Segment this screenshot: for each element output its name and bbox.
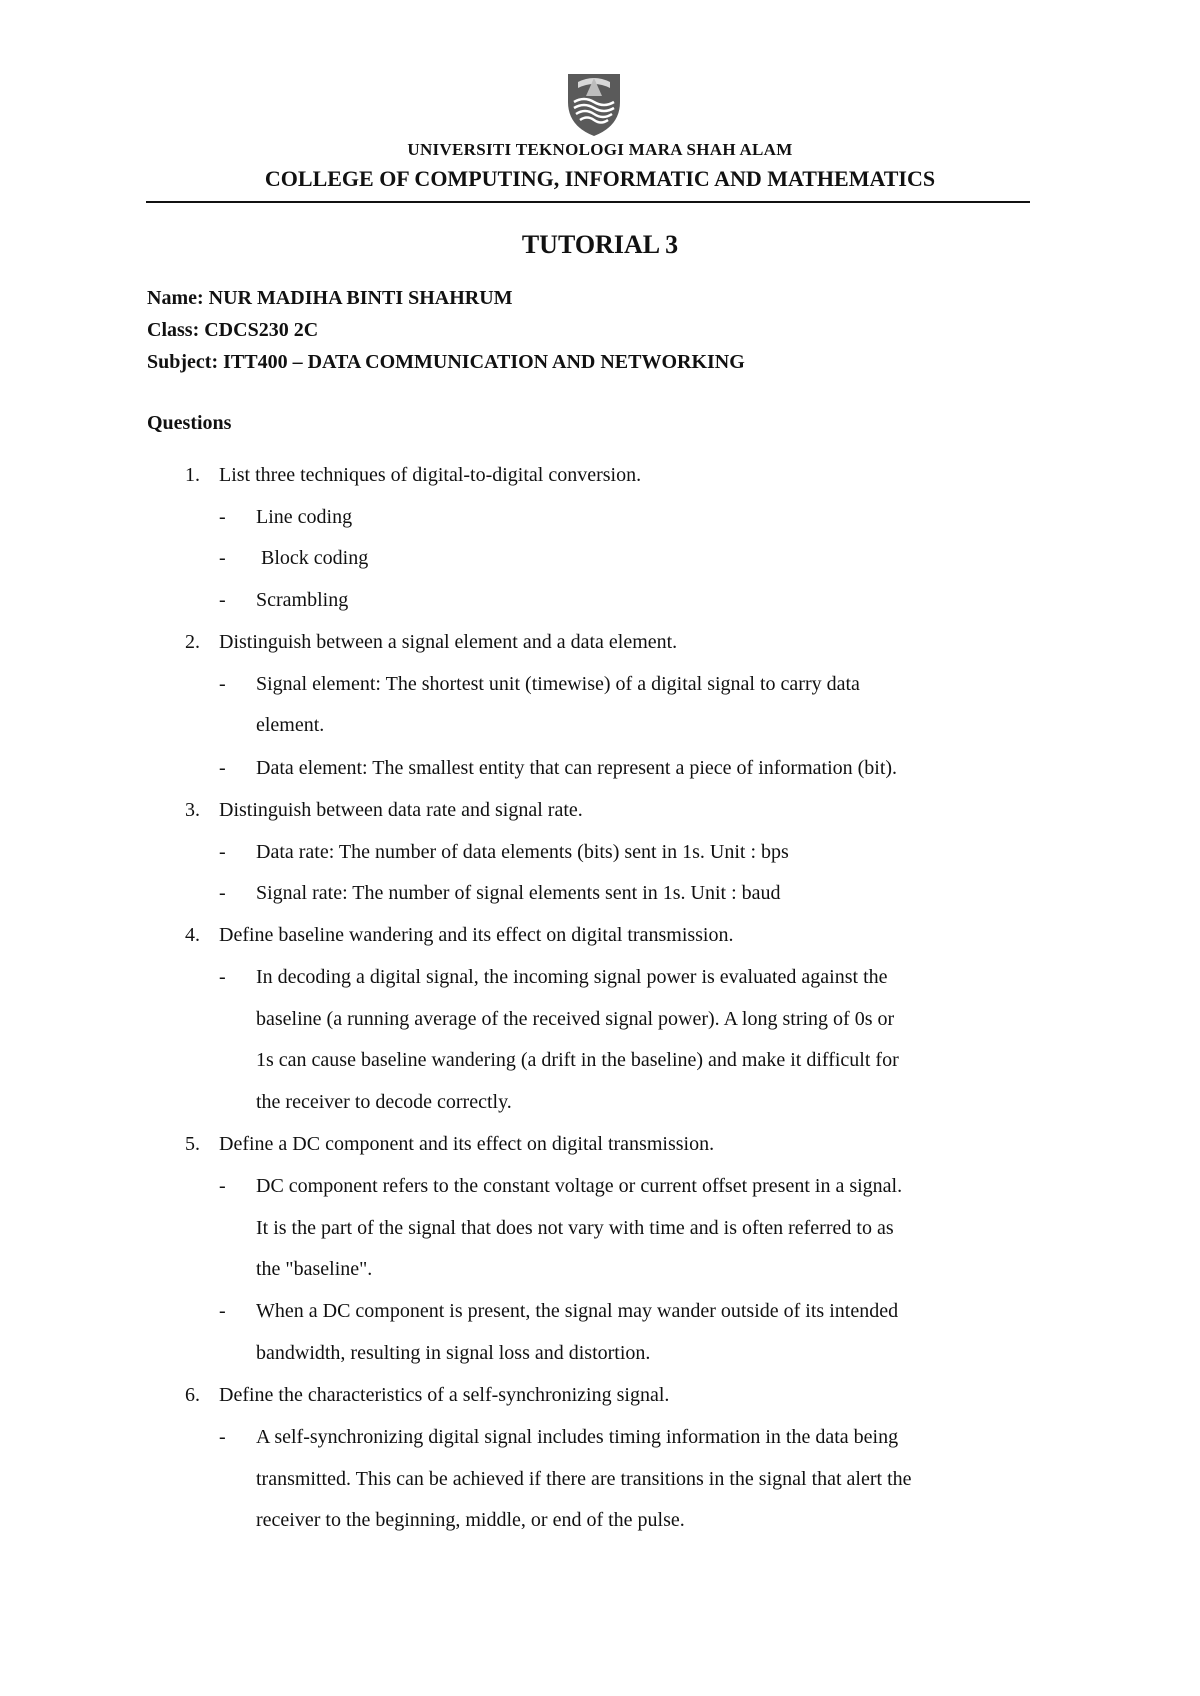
answer-text: 1s can cause baseline wandering (a drift in the baseline) and make it difficult for — [256, 1049, 899, 1071]
meta-class — [147, 319, 318, 342]
question-text: Define the characteristics of a self-synchronizing signal. — [219, 1384, 670, 1406]
answer-text: Data element: The smallest entity that can represent a piece of information (bit). — [256, 757, 898, 779]
answer-text: receiver to the beginning, middle, or end of the pulse. — [256, 1509, 685, 1531]
answer-text: baseline (a running average of the received signal power). A long string of 0s or — [256, 1008, 895, 1030]
college-name: COLLEGE OF COMPUTING, INFORMATIC AND MATHEMATICS — [264, 166, 936, 191]
answer-text: bandwidth, resulting in signal loss and distortion. — [256, 1342, 651, 1364]
answer-text: Line coding — [256, 506, 353, 528]
question-text: Distinguish between a signal element and a data element. — [219, 631, 678, 653]
answer-bullet: - — [219, 589, 226, 611]
answer-bullet: - — [219, 1426, 226, 1448]
name-value: NUR MADIHA BINTI SHAHRUM — [208, 287, 513, 309]
answer-bullet: - — [219, 841, 226, 863]
question-number: 3. — [185, 799, 200, 821]
answer-bullet: - — [219, 882, 226, 904]
answer-text: Signal rate: The number of signal elements sent in 1s. Unit : baud — [256, 882, 781, 904]
answer-text: the "baseline". — [256, 1258, 373, 1280]
university-name: UNIVERSITI TEKNOLOGI MARA SHAH ALAM — [407, 140, 793, 159]
header-divider — [146, 201, 1030, 203]
answer-text: A self-synchronizing digital signal includes timing information in the data being — [256, 1426, 899, 1448]
answer-bullet: - — [219, 506, 226, 528]
subject-label: Subject: — [147, 351, 219, 373]
answer-text: DC component refers to the constant voltage or current offset present in a signal. — [256, 1175, 903, 1197]
question-text: Define baseline wandering and its effect on digital transmission. — [219, 924, 734, 946]
class-label: Class: — [147, 319, 200, 341]
answer-text: element. — [256, 714, 325, 736]
answer-text: Data rate: The number of data elements (bits) sent in 1s. Unit : bps — [256, 841, 789, 863]
subject-value: ITT400 – DATA COMMUNICATION AND NETWORKING — [223, 351, 745, 373]
answer-text: Signal element: The shortest unit (timewise) of a digital signal to carry data — [256, 673, 860, 695]
answer-bullet: - — [219, 757, 226, 779]
answer-text: the receiver to decode correctly. — [256, 1091, 512, 1113]
class-value: CDCS230 2C — [204, 319, 319, 341]
meta-name — [147, 287, 513, 310]
question-number: 2. — [185, 631, 200, 653]
answer-text: It is the part of the signal that does not vary with time and is often referred to as — [256, 1217, 894, 1239]
answer-bullet: - — [219, 1175, 226, 1197]
name-label: Name: — [147, 287, 204, 309]
answer-bullet: - — [219, 1300, 226, 1322]
page-title: TUTORIAL 3 — [521, 230, 679, 259]
question-text: Distinguish between data rate and signal rate. — [219, 799, 583, 821]
questions-heading: Questions — [147, 412, 232, 434]
question-number: 5. — [185, 1133, 200, 1155]
question-number: 1. — [185, 464, 200, 486]
answer-text: transmitted. This can be achieved if there are transitions in the signal that alert the — [256, 1468, 912, 1490]
question-number: 4. — [185, 924, 200, 946]
answer-text: When a DC component is present, the signal may wander outside of its intended — [256, 1300, 899, 1322]
question-text: List three techniques of digital-to-digital conversion. — [219, 464, 642, 486]
answer-text: Block coding — [256, 547, 369, 569]
answer-bullet: - — [219, 673, 226, 695]
question-number: 6. — [185, 1384, 200, 1406]
uitm-logo-icon — [564, 72, 624, 138]
answer-text: Scrambling — [256, 589, 349, 611]
answer-bullet: - — [219, 966, 226, 988]
answer-text: In decoding a digital signal, the incoming signal power is evaluated against the — [256, 966, 888, 988]
answer-bullet: - — [219, 547, 226, 569]
question-text: Define a DC component and its effect on digital transmission. — [219, 1133, 715, 1155]
meta-subject — [147, 351, 745, 374]
